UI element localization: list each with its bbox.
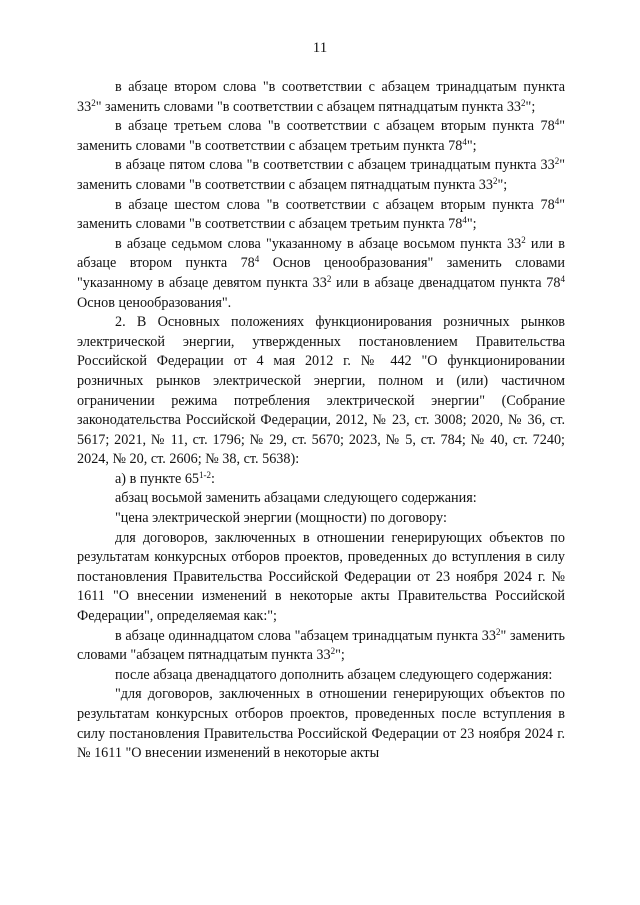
paragraph: в абзаце одиннадцатом слова "абзацем тринадцатым пункта $33^2$" заменить словами "абзацем пятнадцатым пункта $33^2$"; [77,626,565,664]
paragraph: после абзаца двенадцатого дополнить абзацем следующего содержания: [115,666,553,683]
paragraph: в абзаце третьем слова "в соответствии с абзацем вторым пункта $78^4$" заменить словами "в соответствии с абзацем третьим пункта $78^4$"; [77,117,565,154]
paragraph: в абзаце седьмом слова "указанному в абзаце восьмом пункта $33^2$ или в абзаце втором пункта $78^4$ Основ ценообразования" заменить словами "указанному в абзаце девятом пункта $33^2$ или в абзаце двенадцатом пункта $78^4$ Основ ценообразования". [77,234,566,311]
paragraph: абзац восьмой заменить абзацами следующего содержания: [115,490,477,507]
paragraph: "для договоров, заключенных в отношении генерирующих объектов по результатам конкурсных отборов проектов, проведенных после вступления в силу постановления Правительства Российской Федерации от 23 ноября 2024 г. № 1611 "О внесении изменений в некоторые акты [77,686,565,762]
paragraph: а) в пункте 65$^{1-2}$: [115,469,215,487]
paragraph: в абзаце шестом слова "в соответствии с абзацем вторым пункта $78^4$" заменить словами "в соответствии с абзацем третьим пункта $78^4$"; [77,195,565,233]
paragraph: для договоров, заключенных в отношении генерирующих объектов по результатам конкурсных отборов проектов, проведенных до вступления в силу постановления Правительства Российской Федерации от 23 ноября 2024 г. № 1611 "О внесении изменений в некоторые акты Правительства Российской Федерации", определяемая как:"; [77,529,565,625]
paragraph: "цена электрической энергии (мощности) по договору: [115,510,447,527]
paragraph: в абзаце пятом слова "в соответствии с абзацем тринадцатым пункта $33^2$" заменить словами "в соответствии с абзацем пятнадцатым пункта $33^2$"; [77,156,565,193]
document-body [77,78,565,764]
page-number: 11 [312,40,328,56]
paragraph: 2. В Основных положениях функционирования розничных рынков электрической энергии, утвержденных постановлением Правительства Российской Федерации от 4 мая 2012 г. № 442 "О функционировании розничных рынков электрической энергии, полном и (или) частичном ограничении режима потребления электрической энергии" (Собрание законодательства Российской Федерации, 2012, № 23, ст. 3008; 2020, № 36, ст. 5617; 2021, № 11, ст. 1796; № 29, ст. 5670; 2023, № 5, ст. 784; № 40, ст. 7240; 2024, № 20, ст. 2606; № 38, ст. 5638): [77,314,565,468]
paragraph: в абзаце втором слова "в соответствии с абзацем тринадцатым пункта $33^2$" заменить словами "в соответствии с абзацем пятнадцатым пункта $33^2$"; [77,79,565,115]
